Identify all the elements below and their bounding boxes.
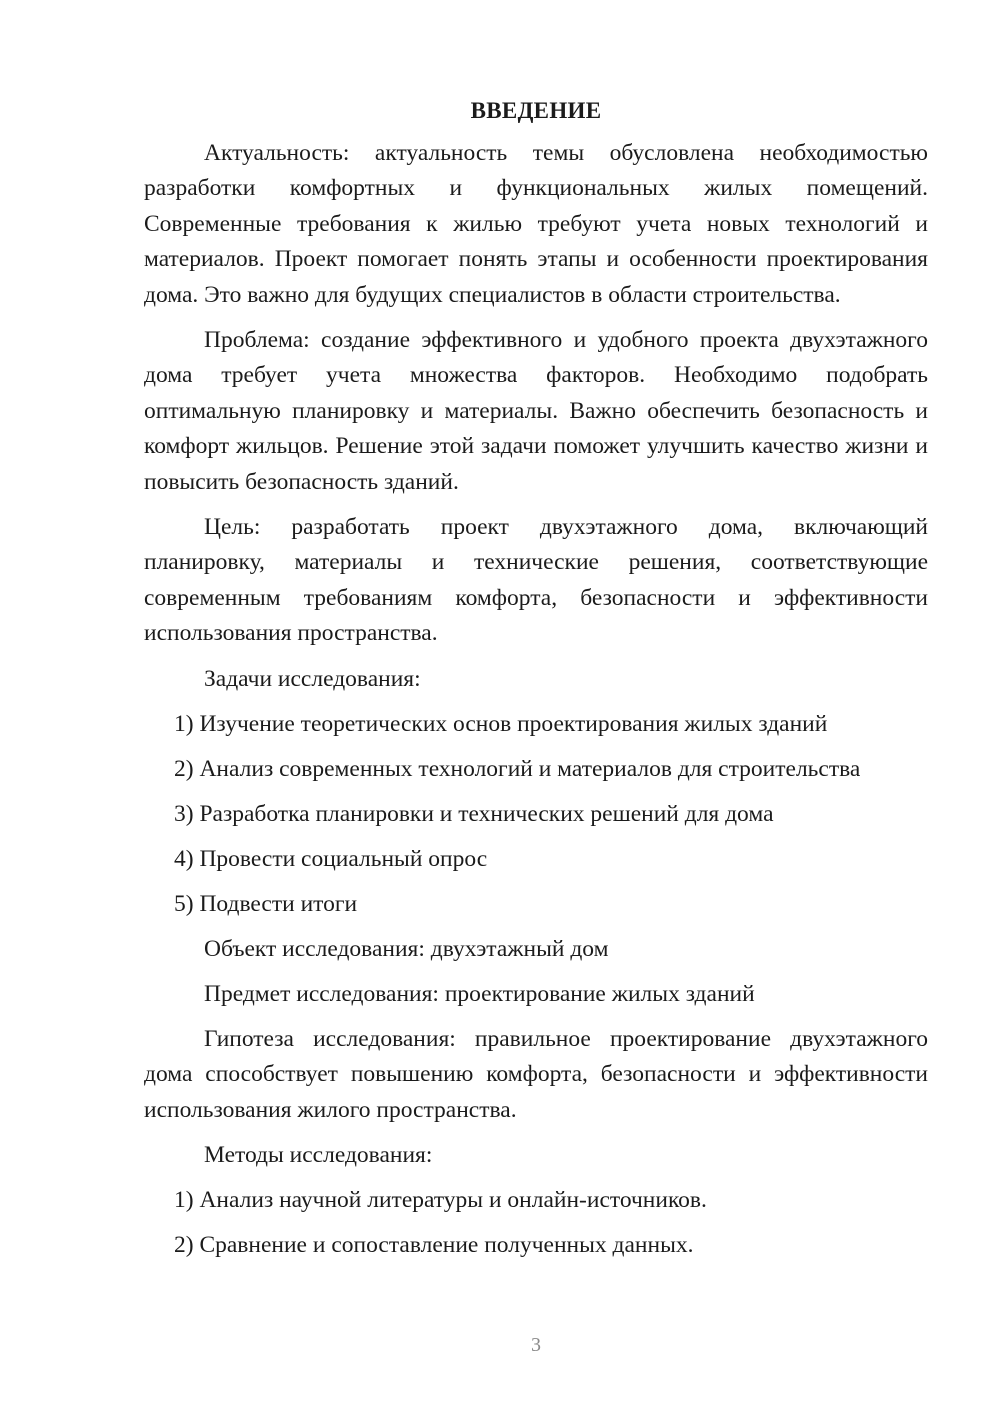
page-number: 3 <box>531 1334 541 1356</box>
task-item: 4) Провести социальный опрос <box>174 845 488 872</box>
relevance-paragraph: Актуальность: актуальность темы обусловлена необходимостью разработки комфортных и функциональных жилых помещений. Современные требования к жилью требуют учета новых технологий и материалов. Проект помогает понять этапы и особенности проектирования дома. Это важно для будущих специалистов в области строительства. <box>144 140 928 308</box>
research-subject: Предмет исследования: проектирование жилых зданий <box>204 980 755 1007</box>
method-item: 2) Сравнение и сопоставление полученных данных. <box>174 1231 694 1258</box>
tasks-title: Задачи исследования: <box>204 665 421 692</box>
task-item: 2) Анализ современных технологий и материалов для строительства <box>174 755 861 782</box>
task-item: 1) Изучение теоретических основ проектирования жилых зданий <box>174 710 828 737</box>
problem-paragraph: Проблема: создание эффективного и удобного проекта двухэтажного дома требует учета множества факторов. Необходимо подобрать оптимальную планировку и материалы. Важно обеспечить безопасность и комфорт жильцов. Решение этой задачи поможет улучшить качество жизни и повысить безопасность зданий. <box>144 327 928 495</box>
section-heading: ВВЕДЕНИЕ <box>470 98 602 123</box>
task-item: 3) Разработка планировки и технических решений для дома <box>174 800 774 827</box>
page-content <box>144 94 928 1263</box>
methods-list <box>144 1183 928 1263</box>
tasks-list <box>144 707 928 922</box>
goal-paragraph: Цель: разработать проект двухэтажного дома, включающий планировку, материалы и технические решения, соответствующие современным требованиям комфорта, безопасности и эффективности использования пространства. <box>144 514 928 647</box>
research-object: Объект исследования: двухэтажный дом <box>204 935 609 962</box>
method-item: 1) Анализ научной литературы и онлайн-источников. <box>174 1186 707 1213</box>
hypothesis-paragraph: Гипотеза исследования: правильное проектирование двухэтажного дома способствует повышению комфорта, безопасности и эффективности использования жилого пространства. <box>144 1025 928 1123</box>
methods-title: Методы исследования: <box>204 1141 433 1168</box>
task-item: 5) Подвести итоги <box>174 890 358 917</box>
